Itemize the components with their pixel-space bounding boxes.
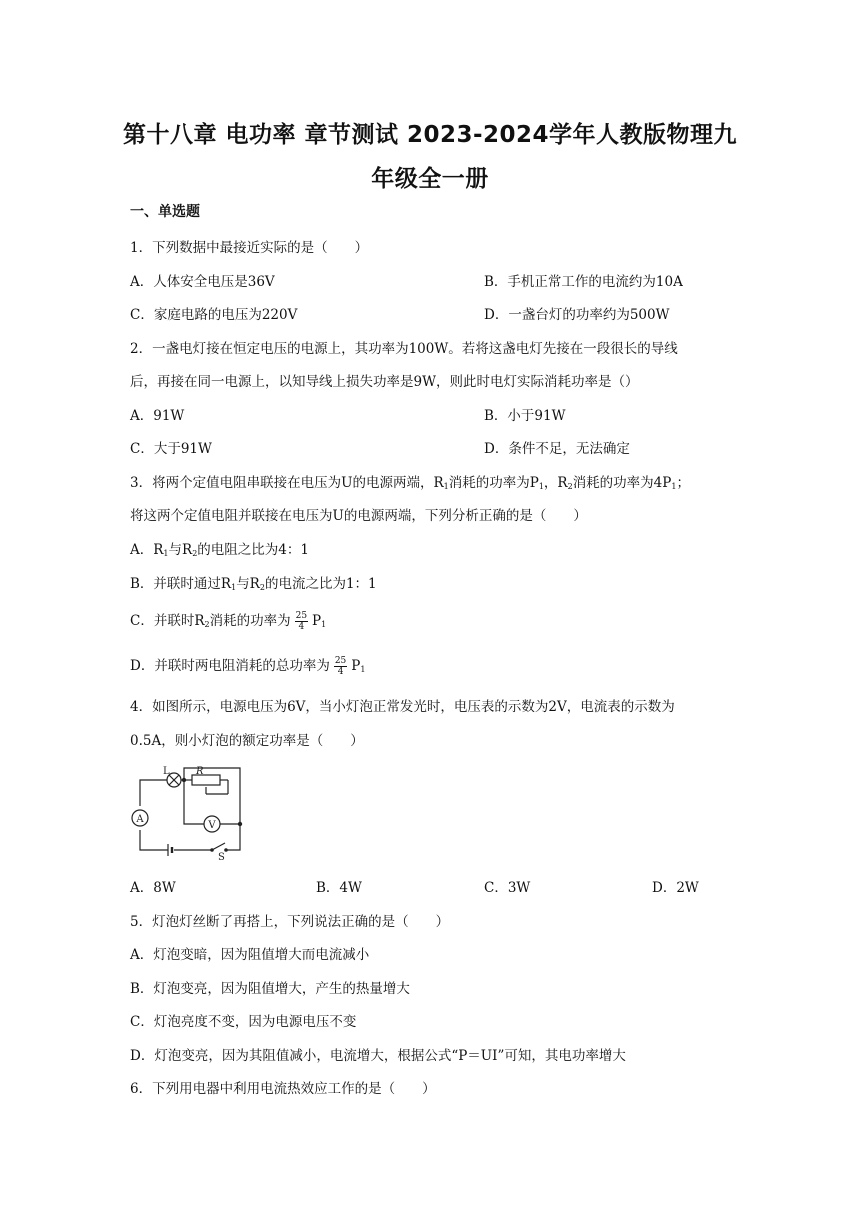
q1-option-b: B．手机正常工作的电流约为10A: [484, 274, 683, 290]
circuit-diagram: [128, 764, 254, 862]
q2-stem-line2: 后，再接在同一电源上，以知导线上损失功率是9W，则此时电灯实际消耗功率是（）: [130, 374, 639, 390]
q3-stem-line2: 将这两个定值电阻并联接在电压为U的电源两端，下列分析正确的是（ ）: [130, 508, 587, 524]
q1-option-d: D．一盏台灯的功率约为500W: [484, 307, 670, 323]
page-title-line1: 第十八章 电功率 章节测试 2023-2024学年人教版物理九: [122, 122, 738, 148]
q3-option-c: C．并联时$R_2$消耗的功率为 $\frac{25}{4}$ $P_1$: [130, 611, 327, 632]
lamp-label: L: [163, 766, 170, 777]
resistor-label: R: [196, 766, 204, 777]
ammeter-label: A: [136, 814, 144, 825]
section-heading: 一、单选题: [130, 204, 200, 220]
q4-option-b: B．4W: [316, 880, 362, 896]
q1-option-a: A．人体安全电压是36V: [130, 274, 275, 290]
q2-stem-line1: 2．一盏电灯接在恒定电压的电源上，其功率为100W。若将这盏电灯先接在一段很长的导线: [130, 341, 678, 357]
q5-option-b: B．灯泡变亮，因为阻值增大，产生的热量增大: [130, 981, 410, 997]
page-title-line2: 年级全一册: [371, 166, 489, 192]
fraction: $\frac{25}{4}$: [334, 656, 347, 677]
q3-option-a: A．$R_1$与$R_2$的电阻之比为4：1: [130, 542, 309, 558]
voltmeter-label: V: [208, 820, 216, 831]
wire: [140, 780, 167, 806]
q2-option-d: D．条件不足，无法确定: [484, 441, 630, 457]
switch-symbol: [212, 843, 225, 850]
q2-option-c: C．大于91W: [130, 441, 212, 457]
q4-option-a: A．8W: [130, 880, 176, 896]
q5-option-a: A．灯泡变暗，因为阻值增大而电流减小: [130, 947, 370, 963]
q3-option-b: B．并联时通过$R_1$与$R_2$的电流之比为1：1: [130, 576, 377, 592]
q5-stem: 5．灯泡灯丝断了再搭上，下列说法正确的是（ ）: [130, 914, 450, 930]
q2-option-a: A．91W: [130, 408, 185, 424]
q2-option-b: B．小于91W: [484, 408, 566, 424]
q4-option-d: D．2W: [652, 880, 699, 896]
q1-stem: 1．下列数据中最接近实际的是（ ）: [130, 240, 369, 256]
switch-label: S: [218, 852, 225, 862]
q5-option-c: C．灯泡亮度不变，因为电源电压不变: [130, 1014, 357, 1030]
junction-dot: [182, 778, 186, 782]
q3-stem-line1: 3．将两个定值电阻串联接在电压为U的电源两端，$R_1$消耗的功率为$P_1$，$R_2$消耗的功率为$4P_1$；: [130, 475, 690, 491]
q5-option-d: D．灯泡变亮，因为其阻值减小，电流增大，根据公式“P＝UI”可知，其电功率增大: [130, 1048, 626, 1064]
q4-stem-line1: 4．如图所示，电源电压为6V，当小灯泡正常发光时，电压表的示数为2V，电流表的示数为: [130, 699, 675, 715]
q3-option-d: D．并联时两电阻消耗的总功率为 $\frac{25}{4}$ $P_1$: [130, 656, 366, 677]
q4-option-c: C．3W: [484, 880, 531, 896]
junction-dot: [238, 822, 242, 826]
fraction: $\frac{25}{4}$: [295, 611, 308, 632]
q6-stem: 6．下列用电器中利用电流热效应工作的是（ ）: [130, 1081, 436, 1097]
q4-stem-line2: 0.5A，则小灯泡的额定功率是（ ）: [130, 733, 364, 749]
q1-option-c: C．家庭电路的电压为220V: [130, 307, 298, 323]
